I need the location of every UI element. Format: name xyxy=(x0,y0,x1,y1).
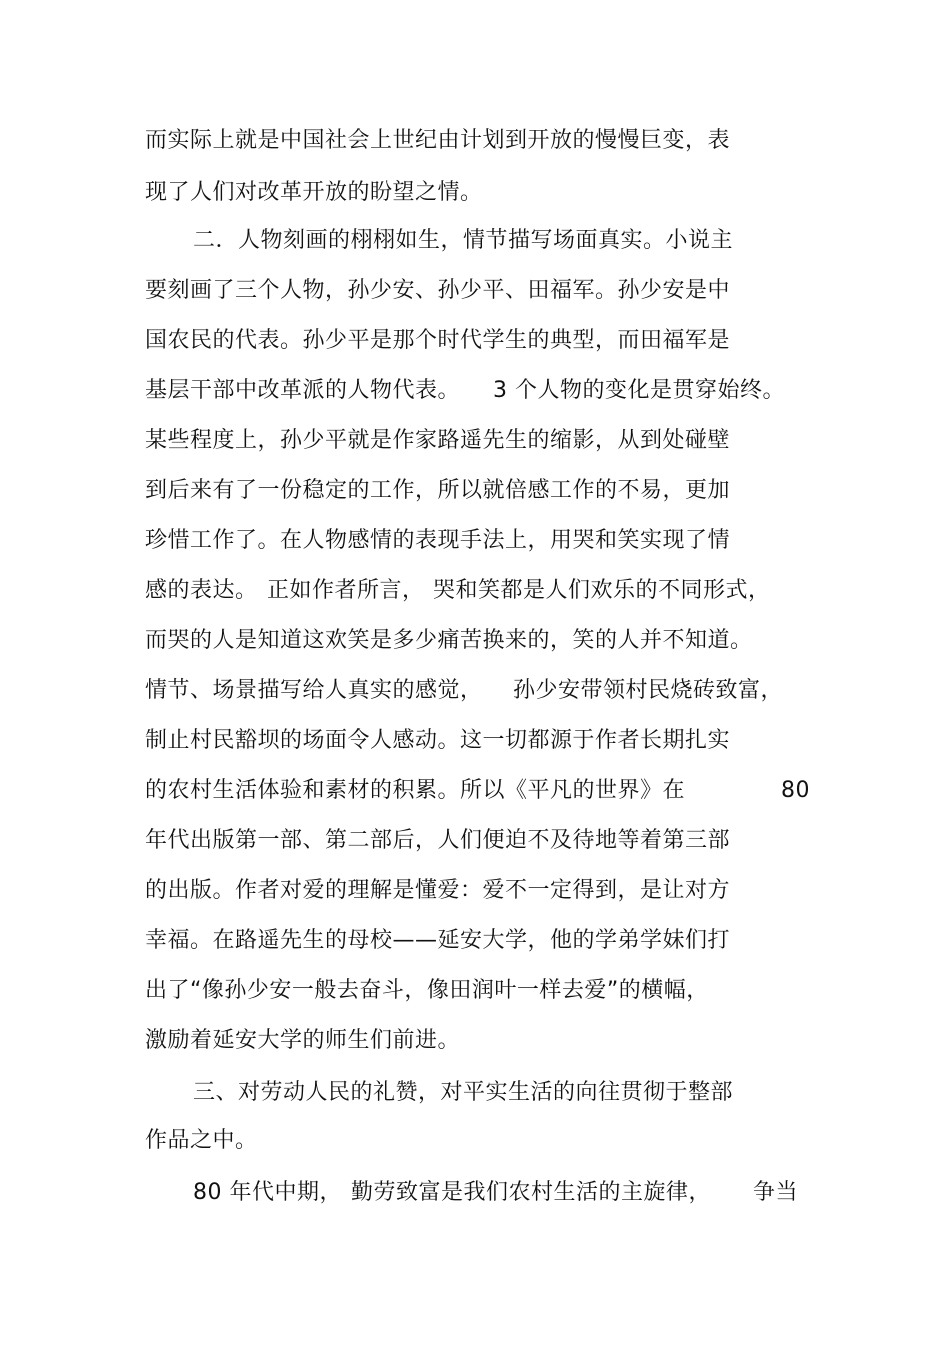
text-segment: 某些程度上，孙少平就是作家路遥先生的缩影，从到处碰壁 xyxy=(145,428,731,453)
text-segment: 勤劳致富是我们农村生活的主旋律， xyxy=(351,1180,712,1205)
text-segment: 的农村生活体验和素材的积累。所以《平凡的世界》在 xyxy=(145,778,686,803)
text-segment: 3 个人物的变化是贯穿始终。 xyxy=(493,378,785,403)
text-segment: 感的表达。 xyxy=(145,578,258,603)
text-segment: 基层干部中改革派的人物代表。 xyxy=(145,378,461,403)
text-segment: 国农民的代表。孙少平是那个时代学生的典型，而田福军是 xyxy=(145,328,731,353)
text-segment: 二．人物刻画的栩栩如生，情节描写场面真实。小说主 xyxy=(193,228,734,253)
text-segment: 要刻画了三个人物，孙少安、孙少平、田福军。孙少安是中 xyxy=(145,278,731,303)
text-segment: 而实际上就是中国社会上世纪由计划到开放的慢慢巨变，表 xyxy=(145,128,731,153)
text-segment: 珍惜工作了。在人物感情的表现手法上，用哭和笑实现了情 xyxy=(145,528,731,553)
text-segment: 的出版。作者对爱的理解是懂爱：爱不一定得到，是让对方 xyxy=(145,878,731,903)
text-segment: 年代出版第一部、第二部后，人们便迫不及待地等着第三部 xyxy=(145,828,731,853)
text-segment: 到后来有了一份稳定的工作，所以就倍感工作的不易，更加 xyxy=(145,478,731,503)
text-segment: 现了人们对改革开放的盼望之情。 xyxy=(145,180,483,205)
text-segment: 作品之中。 xyxy=(145,1128,258,1153)
text-segment: 激励着延安大学的师生们前进。 xyxy=(145,1028,461,1053)
text-segment: 80 年代中期， xyxy=(193,1180,342,1205)
text-segment: 情节、场景描写给人真实的感觉， xyxy=(145,678,483,703)
text-segment: 争当 xyxy=(753,1180,799,1205)
text-segment: 孙少安带领村民烧砖致富， xyxy=(513,678,784,703)
text-segment: 而哭的人是知道这欢笑是多少痛苦换来的，笑的人并不知道。 xyxy=(145,628,753,653)
text-segment: 三、对劳动人民的礼赞，对平实生活的向往贯彻于整部 xyxy=(193,1080,734,1105)
text-segment: 幸福。在路遥先生的母校——延安大学，他的学弟学妹们打 xyxy=(145,928,731,953)
text-segment: 制止村民豁坝的场面令人感动。这一切都源于作者长期扎实 xyxy=(145,728,731,753)
text-segment: 哭和笑都是人们欢乐的不同形式， xyxy=(433,578,771,603)
text-segment: 80 xyxy=(781,778,810,803)
text-segment: 出了“像孙少安一般去奋斗，像田润叶一样去爱”的横幅， xyxy=(145,978,709,1003)
text-segment: 正如作者所言， xyxy=(267,578,425,603)
